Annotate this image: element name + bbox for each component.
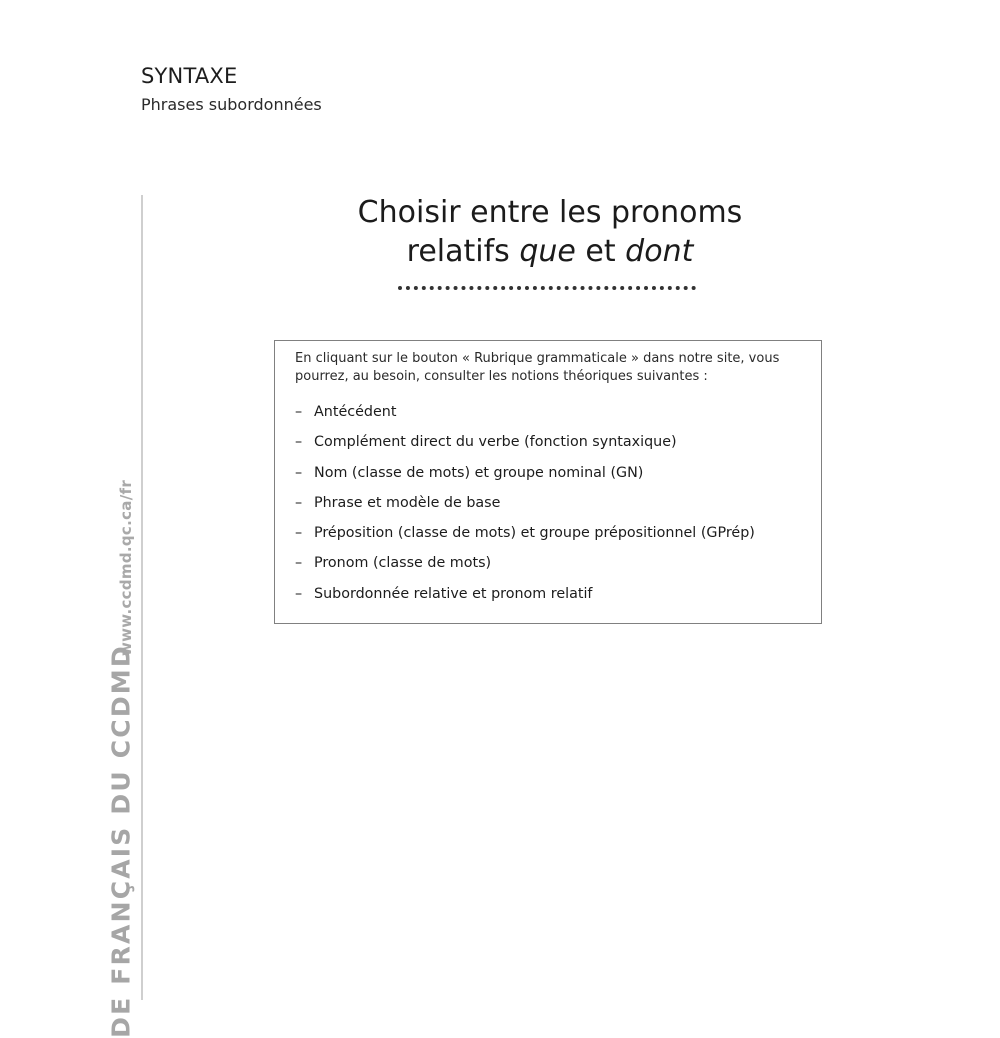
margin-rule [141,195,143,1000]
list-item [295,555,755,585]
list-item [295,586,755,616]
title-word-et: et [585,234,616,269]
theory-notes-box [274,340,822,624]
list-dash: – [295,525,303,542]
list-item-label: Antécédent [314,404,397,420]
side-brand-text: DE FRANÇAIS DU CCDMD [106,644,136,1038]
list-item-label: Nom (classe de mots) et groupe nominal (GN) [314,464,644,481]
list-dash: – [295,434,303,451]
list-item [295,404,755,434]
page-title [300,193,800,271]
list-dash: – [295,494,303,511]
list-item-label: Pronom (classe de mots) [314,555,492,572]
side-url-text: www.ccdmd.qc.ca/fr [117,479,135,657]
list-item-label: Préposition (classe de mots) et groupe prépositionnel (GPrép) [314,525,755,542]
notes-intro: En cliquant sur le bouton « Rubrique grammaticale » dans notre site, vous pourrez, au besoin, consulter les notions théoriques suivantes : [295,351,780,384]
notes-list [295,404,755,616]
list-item-label: Phrase et modèle de base [314,494,501,511]
list-item [295,495,755,525]
list-dash: – [295,464,303,481]
title-dotted-rule [398,286,696,290]
list-dash: – [295,555,303,572]
list-dash: – [295,404,303,420]
list-item-label: Complément direct du verbe (fonction syntaxique) [314,434,677,451]
list-item [295,525,755,555]
title-line-2 [300,232,800,271]
title-word-que: que [519,234,576,269]
title-word-dont: dont [625,234,694,269]
list-item-label: Subordonnée relative et pronom relatif [314,585,593,602]
title-line-1: Choisir entre les pronoms [357,195,743,230]
list-item [295,434,755,464]
title-word-relatifs: relatifs [406,234,510,269]
list-item [295,465,755,495]
subsection-heading: Phrases subordonnées [141,95,322,114]
section-heading: SYNTAXE [141,64,238,88]
list-dash: – [295,585,303,602]
